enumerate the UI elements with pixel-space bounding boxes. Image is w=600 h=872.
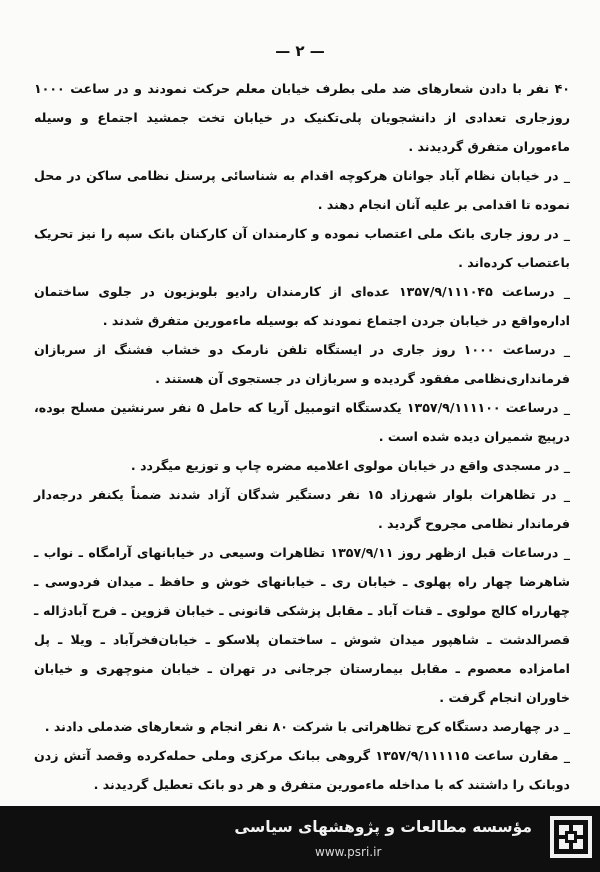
website-link[interactable]: www.psri.ir <box>315 845 382 859</box>
document-body <box>34 74 570 799</box>
paragraph: _ در خیابان نظام آباد جوانان هرکوچه اقدام به شناسائی پرسنل نظامی ساکن در محل نموده تا اقدامی بر علیه آنان انجام دهند . <box>34 168 570 212</box>
paragraph: _ درساعات قبل ازظهر روز ۱۳۵۷/۹/۱۱ تظاهرات وسیعی در خیابانهای آرامگاه ـ نواب ـ شاهرضا چهار راه پهلوی ـ خیابان ری ـ خیابانهای خوش و حافظ ـ میدان فردوسی ـ چهارراه کالج مولوی ـ قنات آباد ـ مقابل پزشکی قانونی ـ خیابان قزوین ـ فرح آبادژاله ـ قصرالدشت ـ شاهپور میدان شوش ـ ساختمان پلاسکو ـ خیابان‌فخرآباد ـ ویلا ـ پل امامزاده معصوم ـ مقابل بیمارستان جرجانی در تهران ـ خیابان منوچهری و خیابان خاوران انجام گرفت . <box>34 545 570 705</box>
paragraph: _ در روز جاری بانک ملی اعتصاب نموده و کارمندان آن کارکنان بانک سپه را نیز تحریک باعتصاب کرده‌اند . <box>34 226 570 270</box>
paragraph: _ در تظاهرات بلوار شهرزاد ۱۵ نفر دستگیر شدگان آزاد شدند ضمناً یکنفر درجه‌دار فرماندار نظامی مجروح گردید . <box>34 487 570 531</box>
psri-logo-icon <box>550 816 592 858</box>
paragraph: _ درساعت ۱۰۰۰ روز جاری در ایستگاه تلفن نارمک دو خشاب فشنگ از سربازان فرمانداری‌نظامی مفقود گردیده و سربازان در جستجوی آن هستند . <box>34 342 570 386</box>
paragraph: _ درساعت ۱۳۵۷/۹/۱۱۱۱۰۰ یکدستگاه اتومبیل آریا که حامل ۵ نفر سرنشین مسلح بوده، درپیچ شمیران دیده شده است . <box>34 400 570 444</box>
paragraph: _ در چهارصد دستگاه کرج تظاهراتی با شرکت ۸۰ نفر انجام و شعارهای ضدملی دادند . <box>44 719 570 734</box>
paragraph: _ مقارن ساعت ۱۳۵۷/۹/۱۱۱۱۱۵ گروهی ببانک مرکزی وملی حمله‌کرده وقصد آتش زدن دوبانک را داشتند که با مداخله ماءمورین متفرق و هر دو بانک تعطیل گردیدند . <box>34 748 570 792</box>
paragraph: ۴۰ نفر با دادن شعارهای ضد ملی بطرف خیابان معلم حرکت نمودند و در ساعت ۱۰۰۰ روزجاری تعدادی از دانشجویان پلی‌تکنیک در خیابان تخت جمشید اجتماع و وسیله ماءموران متفرق گردیدند . <box>34 81 570 154</box>
footer-bar <box>0 806 600 872</box>
page-number: — ۲ — <box>275 42 325 60</box>
paragraph: _ درساعت ۱۳۵۷/۹/۱۱۱۰۴۵ عده‌ای از کارمندان رادیو بلوبزیون در جلوی ساختمان اداره‌واقع در خیابان جردن اجتماع نمودند که بوسیله ماءمورین متفرق شدند . <box>34 284 570 328</box>
paragraph: _ در مسجدی واقع در خیابان مولوی اعلامیه مضره چاپ و توزیع میگردد . <box>130 458 570 473</box>
institute-name: مؤسسه مطالعات و پژوهشهای سیاسی <box>234 818 532 836</box>
